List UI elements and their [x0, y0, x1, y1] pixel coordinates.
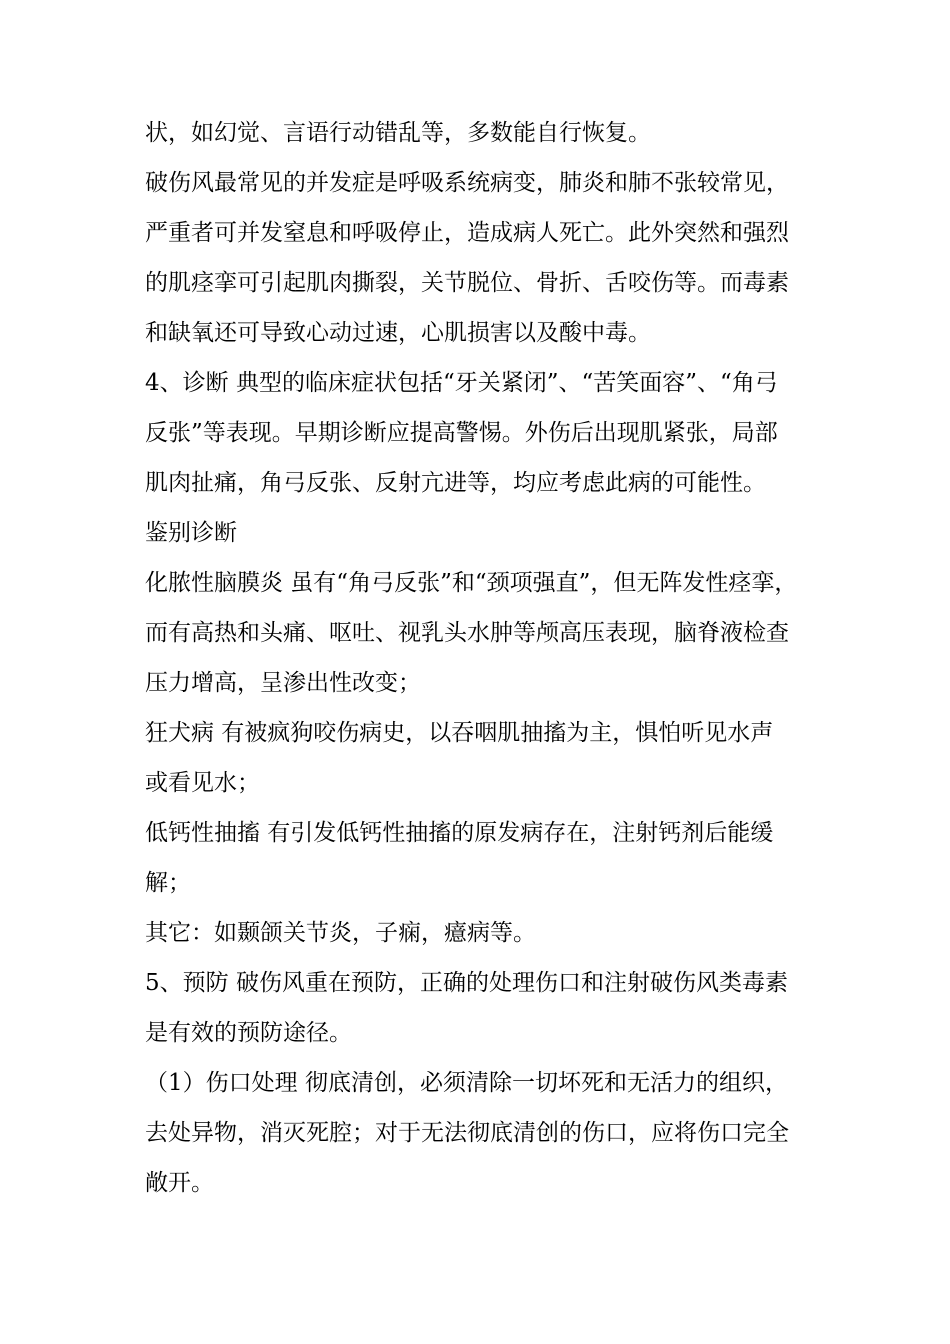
text-line: 是有效的预防途径。 — [145, 1020, 352, 1046]
text-line: 敞开。 — [145, 1170, 214, 1196]
text-line: 化脓性脑膜炎 虽有“角弓反张”和“颈项强直”，但无阵发性痉挛， — [145, 570, 798, 596]
text-line: 和缺氧还可导致心动过速，心肌损害以及酸中毒。 — [145, 320, 651, 346]
section-heading-diagnosis: 4、诊断 典型的临床症状包括“牙关紧闭”、“苦笑面容”、“角弓 — [145, 370, 778, 396]
text-line: 反张”等表现。早期诊断应提高警惕。外伤后出现肌紧张，局部 — [145, 420, 778, 446]
text-line: （1）伤口处理 彻底清创，必须清除一切坏死和无活力的组织， — [145, 1070, 788, 1096]
document-body — [145, 108, 815, 1208]
text-line: 狂犬病 有被疯狗咬伤病史，以吞咽肌抽搐为主，惧怕听见水声 — [145, 720, 774, 746]
text-line: 压力增高，呈渗出性改变； — [145, 670, 421, 696]
text-line: 低钙性抽搐 有引发低钙性抽搐的原发病存在，注射钙剂后能缓 — [145, 820, 774, 846]
text-line: 肌肉扯痛，角弓反张、反射亢进等，均应考虑此病的可能性。 — [145, 470, 766, 496]
text-line: 的肌痉挛可引起肌肉撕裂，关节脱位、骨折、舌咬伤等。而毒素 — [145, 270, 789, 296]
text-line: 解； — [145, 870, 191, 896]
text-line: 破伤风最常见的并发症是呼吸系统病变，肺炎和肺不张较常见， — [145, 170, 789, 196]
text-line: 或看见水； — [145, 770, 260, 796]
text-line: 其它：如颞颌关节炎，子痫，癔病等。 — [145, 920, 536, 946]
text-line: 而有高热和头痛、呕吐、视乳头水肿等颅高压表现，脑脊液检查 — [145, 620, 789, 646]
section-heading-prevention: 5、预防 破伤风重在预防，正确的处理伤口和注射破伤风类毒素 — [145, 970, 788, 996]
text-line: 状，如幻觉、言语行动错乱等，多数能自行恢复。 — [145, 120, 651, 146]
subheading-differential-diagnosis: 鉴别诊断 — [145, 520, 237, 546]
text-line: 严重者可并发窒息和呼吸停止，造成病人死亡。此外突然和强烈 — [145, 220, 789, 246]
text-line: 去处异物，消灭死腔；对于无法彻底清创的伤口，应将伤口完全 — [145, 1120, 789, 1146]
